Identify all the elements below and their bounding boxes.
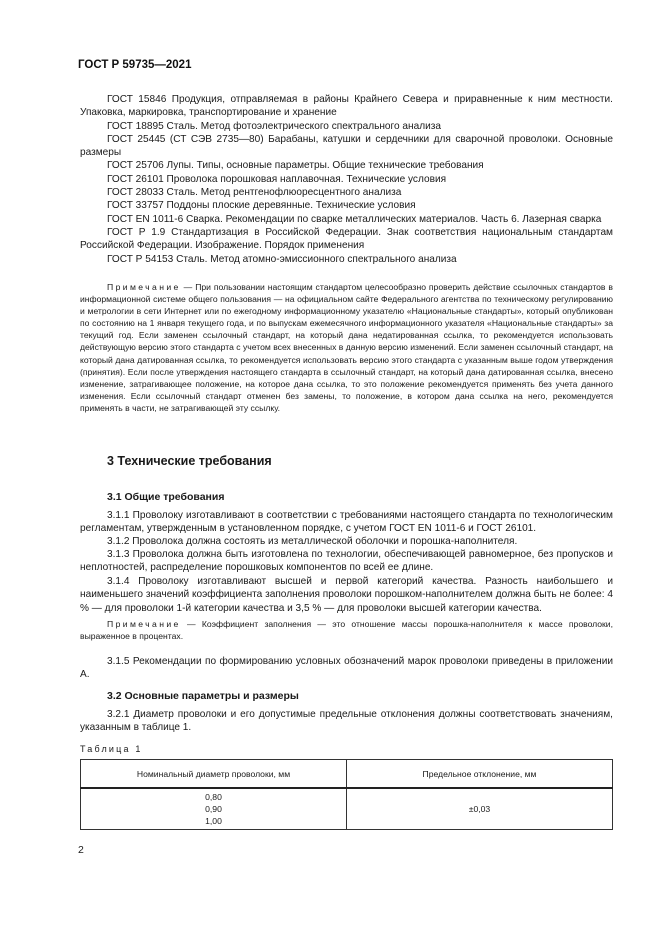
references-note (80, 281, 613, 414)
subsection-title-parameters: 3.2 Основные параметры и размеры (107, 690, 299, 702)
clause-3-1-3: 3.1.3 Проволока должна быть изготовлена по технологии, обеспечивающей равномерное, без пропусков и неплотностей, распределение порошковых компонентов по всей ее длине. (80, 549, 613, 574)
note-label: Примечание (107, 282, 181, 292)
reference-item: ГОСТ Р 54153 Сталь. Метод атомно-эмиссионного спектрального анализа (107, 253, 457, 265)
clause-3-1-2: 3.1.2 Проволока должна состоять из металлической оболочки и порошка-наполнителя. (107, 536, 518, 547)
reference-item: ГОСТ 33757 Поддоны плоские деревянные. Технические условия (107, 200, 416, 212)
fill-factor-note (80, 618, 613, 642)
table-header-row (81, 760, 613, 789)
section-title: 3 Технические требования (107, 454, 272, 468)
note-label: Примечание (107, 619, 181, 629)
reference-item: ГОСТ 18895 Сталь. Метод фотоэлектрического спектрального анализа (107, 120, 441, 132)
table-row (81, 788, 613, 830)
column-header-diameter: Номинальный диаметр проволоки, мм (81, 760, 347, 789)
normative-references-list (80, 93, 613, 266)
deviation-cell: ±0,03 (347, 788, 613, 830)
diameter-value: 0,80 (205, 792, 222, 802)
clause-3-1-5: 3.1.5 Рекомендации по формированию условных обозначений марок проволоки приведены в приложении А. (80, 656, 613, 681)
document-header: ГОСТ Р 59735—2021 (78, 59, 192, 71)
diameter-value: 0,90 (205, 804, 222, 814)
reference-item: ГОСТ 25706 Лупы. Типы, основные параметры. Общие технические требования (107, 160, 484, 172)
reference-item: ГОСТ 28033 Сталь. Метод рентгенофлюоресцентного анализа (107, 187, 402, 199)
note-text: — При пользовании настоящим стандартом целесообразно проверить действие ссылочных стандартов в информационной системе общего пользования — на официальном сайте Федерального агентства по техническому регулированию и метрологии в сети Интернет или по ежегодному информационному указателю «Национальные стандарты», который опубликован по состоянию на 1 января текущего года, и по выпускам ежемесячного информационного указателя «Национальные стандарты» за текущий год. Если заменен ссылочный стандарт, на который дана недатированная ссылка, то рекомендуется использовать действующую версию этого стандарта с учетом всех внесенных в данную версию изменений. Если заменен ссылочный стандарт, на который дана датированная ссылка, то рекомендуется использовать версию этого стандарта с указанным выше годом утверждения (принятия). Если после утверждения настоящего стандарта в ссылочный стандарт, на который дана датированная ссылка, внесено изменение, затрагивающее положение, на которое дана ссылка, то это положение рекомендуется применять без учета данного изменения. Если ссылочный стандарт отменен без замены, то положение, в котором дана ссылка на него, рекомендуется применять в части, не затрагивающей эту ссылку. (80, 282, 613, 413)
page-number: 2 (78, 844, 84, 856)
reference-item: ГОСТ 26101 Проволока порошковая наплавочная. Технические условия (107, 173, 447, 185)
diameter-cell (81, 788, 347, 830)
reference-item: ГОСТ 25445 (СТ СЭВ 2735—80) Барабаны, катушки и сердечники для сварочной проволоки. Основные размеры (80, 133, 613, 159)
reference-item: ГОСТ EN 1011-6 Сварка. Рекомендации по сварке металлических материалов. Часть 6. Лазерная сварка (107, 213, 602, 225)
clause-3-1-1: 3.1.1 Проволоку изготавливают в соответствии с требованиями настоящего стандарта по технологическим регламентам, утвержденным в установленном порядке, с учетом ГОСТ EN 1011-6 и ГОСТ 26101. (80, 510, 613, 535)
table-caption: Таблица 1 (80, 744, 143, 754)
clause-3-1-4: 3.1.4 Проволоку изготавливают высшей и первой категорий качества. Разность наибольшего и наименьшего значений коэффициента заполнения проволоки порошком-наполнителем должна быть не более: 4 % — для проволоки 1-й категории качества и 3,5 % — для проволоки высшей категории качества. (80, 576, 613, 614)
column-header-deviation: Предельное отклонение, мм (347, 760, 613, 789)
clause-3-2-1: 3.2.1 Диаметр проволоки и его допустимые предельные отклонения должны соответствовать значениям, указанным в таблице 1. (80, 709, 613, 734)
table-1 (80, 759, 613, 830)
subsection-title-general: 3.1 Общие требования (107, 491, 225, 503)
reference-item: ГОСТ Р 1.9 Стандартизация в Российской Федерации. Знак соответствия национальным стандартам Российской Федерации. Изображение. Порядок применения (80, 226, 613, 252)
reference-item: ГОСТ 15846 Продукция, отправляемая в районы Крайнего Севера и приравненные к ним местности. Упаковка, маркировка, транспортирование и хранение (80, 94, 613, 119)
diameter-value: 1,00 (205, 816, 222, 826)
note-text: — Коэффициент заполнения — это отношение массы порошка-наполнителя к массе проволоки, выраженное в процентах. (80, 619, 613, 642)
